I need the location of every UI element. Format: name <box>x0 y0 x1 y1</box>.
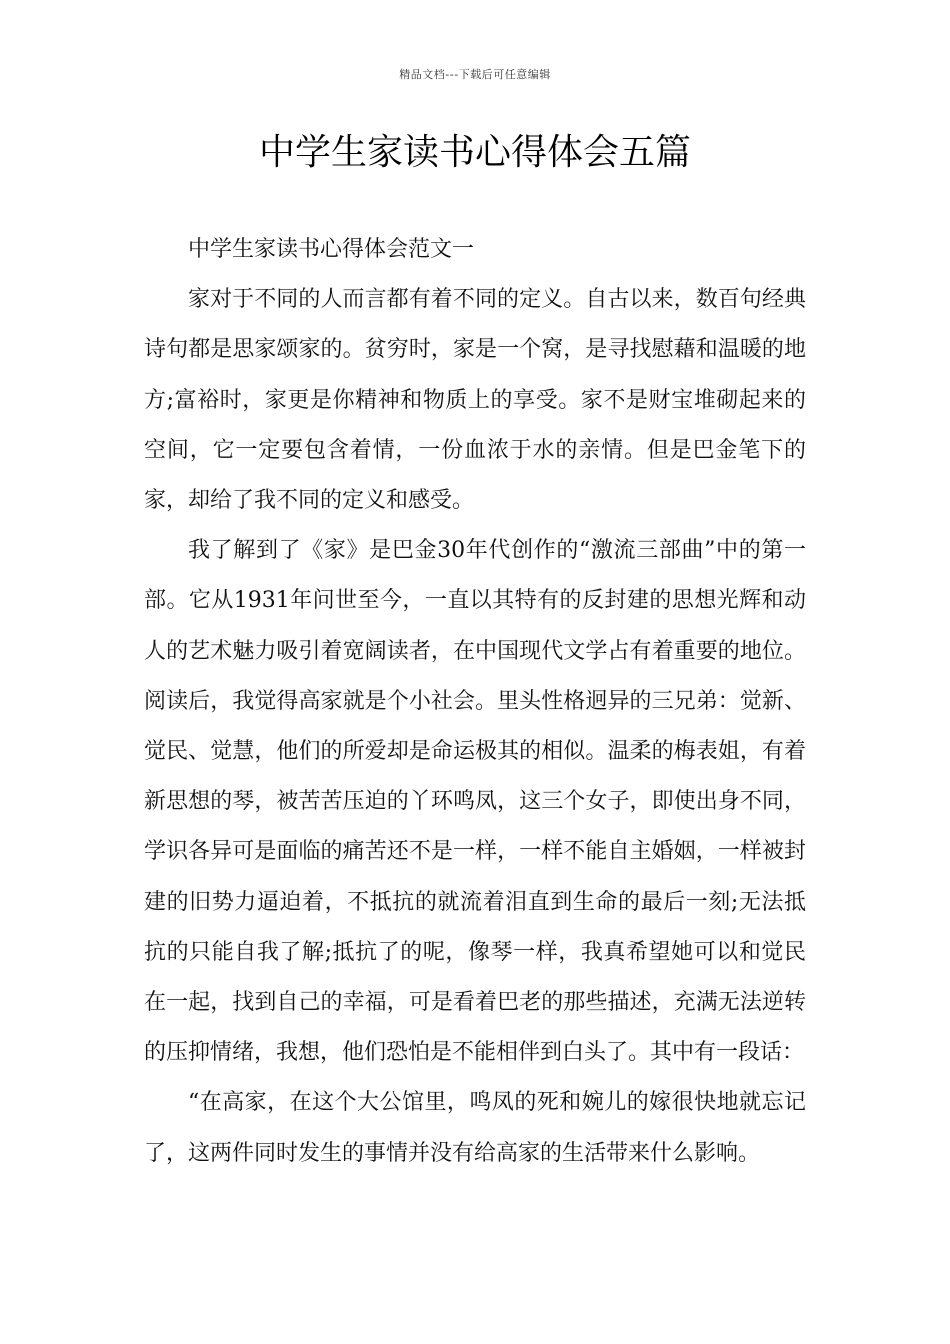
paragraph: “在高家，在这个大公馆里，鸣凤的死和婉儿的嫁很快地就忘记了，这两件同时发生的事情并没有给高家的生活带来什么影响。 <box>144 1090 806 1166</box>
header-watermark: 精品文档---下载后可任意编辑 <box>399 68 551 81</box>
document-body <box>144 225 806 1179</box>
paragraph: 我了解到了《家》是巴金30年代创作的“激流三部曲”中的第一部。它从1931年问世至今，一直以其特有的反封建的思想光辉和动人的艺术魅力吸引着宽阔读者，在中国现代文学占有着重要的地位。阅读后，我觉得高家就是个小社会。里头性格迥异的三兄弟：觉新、觉民、觉慧，他们的所爱却是命运极其的相似。温柔的梅表姐，有着新思想的琴，被苦苦压迫的丫环鸣凤，这三个女子，即使出身不同，学识各异可是面临的痛苦还不是一样，一样不能自主婚姻，一样被封建的旧势力逼迫着，不抵抗的就流着泪直到生命的最后一刻;无法抵抗的只能自我了解;抵抗了的呢，像琴一样，我真希望她可以和觉民在一起，找到自己的幸福，可是看着巴老的那些描述，充满无法逆转的压抑情绪，我想，他们恐怕是不能相伴到白头了。其中有一段话： <box>144 538 806 1066</box>
paragraph: 家对于不同的人而言都有着不同的定义。自古以来，数百句经典诗句都是思家颂家的。贫穷时，家是一个窝，是寻找慰藉和温暖的地方;富裕时，家更是你精神和物质上的享受。家不是财宝堆砌起来的空间，它一定要包含着情，一份血浓于水的亲情。但是巴金笔下的家，却给了我不同的定义和感受。 <box>144 287 806 514</box>
section-heading: 中学生家读书心得体会范文一 <box>188 237 475 262</box>
document-title: 中学生家读书心得体会五篇 <box>258 132 691 173</box>
